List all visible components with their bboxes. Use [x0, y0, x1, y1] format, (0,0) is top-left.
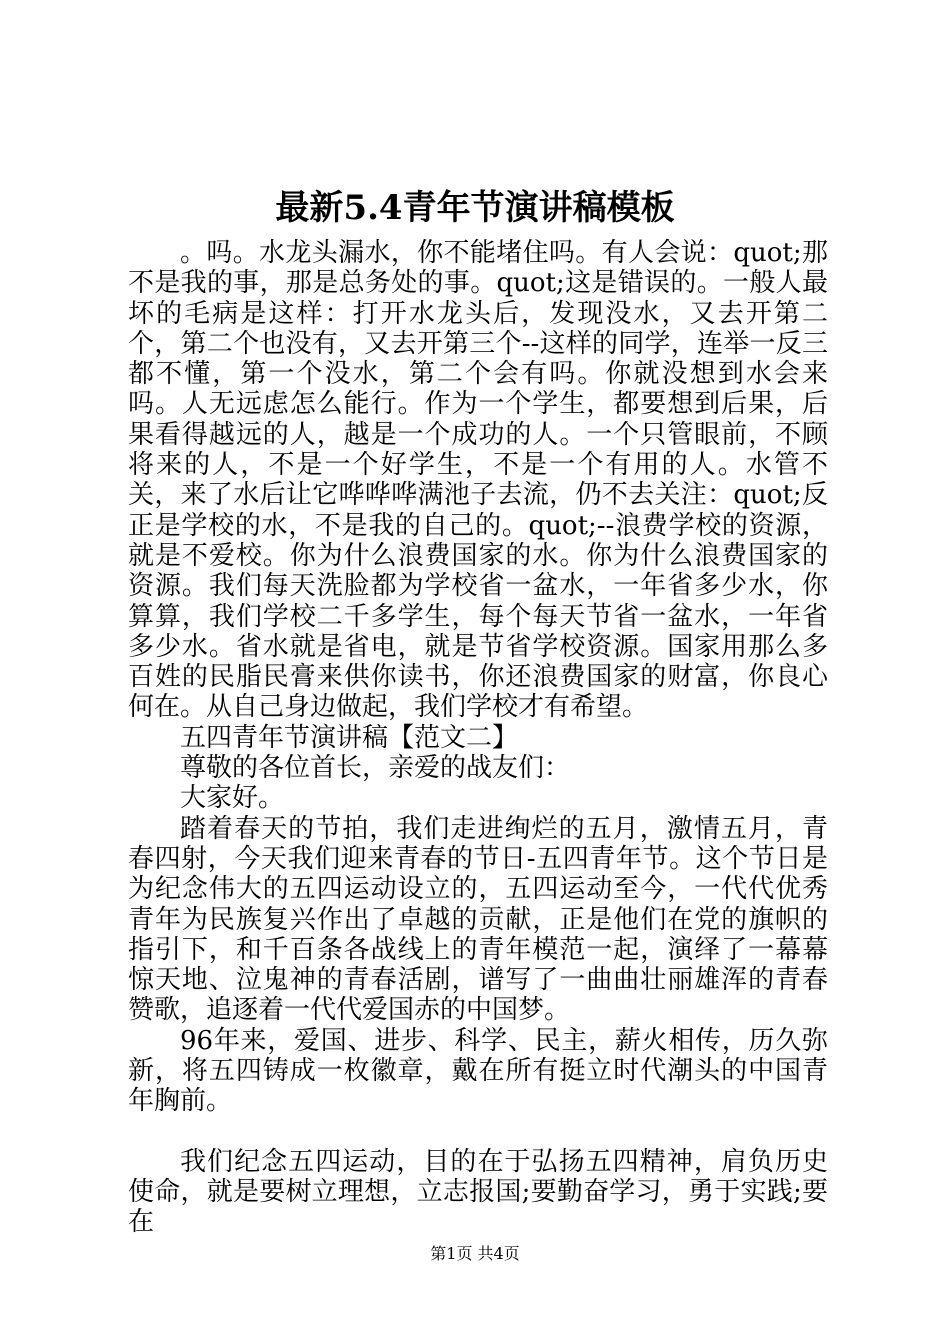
paragraph: 我们纪念五四运动，目的在于弘扬五四精神，肩负历史使命，就是要树立理想，立志报国;要勤奋学习，勇于实践;要在	[128, 1146, 828, 1238]
document-body	[128, 238, 828, 1238]
salutation: 尊敬的各位首长，亲爱的战友们：	[180, 753, 571, 784]
greeting: 大家好。	[180, 783, 285, 814]
paragraph: 。吗。水龙头漏水，你不能堵住吗。有人会说：quot;那不是我的事，那是总务处的事。quot;这是错误的。一般人最坏的毛病是这样：打开水龙头后，发现没水，又去开第二个，第二个也没有，又去开第三个--这样的同学，连举一反三都不懂，第一个没水，第二个会有吗。你就没想到水会来吗。人无远虑怎么能行。作为一个学生，都要想到后果，后果看得越远的人，越是一个成功的人。一个只管眼前，不顾将来的人，不是一个好学生，不是一个有用的人。水管不关，来了水后让它哗哗哗满池子去流，仍不去关注：quot;反正是学校的水，不是我的自己的。quot;--浪费学校的资源，就是不爱校。你为什么浪费国家的水。你为什么浪费国家的资源。我们每天洗脸都为学校省一盆水，一年省多少水，你算算，我们学校二千多学生，每个每天节省一盆水，一年省多少水。省水就是省电，就是节省学校资源。国家用那么多百姓的民脂民膏来供你读书，你还浪费国家的财富，你良心何在。从自己身边做起，我们学校才有希望。	[128, 238, 828, 723]
paragraph: 96年来，爱国、进步、科学、民主，薪火相传，历久弥新，将五四铸成一枚徽章，戴在所有挺立时代潮头的中国青年胸前。	[128, 1025, 828, 1117]
page-footer: 第1页 共4页	[430, 1244, 520, 1263]
page-title: 最新5.4青年节演讲稿模板	[275, 188, 675, 228]
section-heading: 五四青年节演讲稿【范文二】	[180, 722, 519, 753]
paragraph: 踏着春天的节拍，我们走进绚烂的五月，激情五月，青春四射，今天我们迎来青春的节日-五四青年节。这个节日是为纪念伟大的五四运动设立的，五四运动至今，一代代优秀青年为民族复兴作出了卓越的贡献，正是他们在党的旗帜的指引下，和千百条各战线上的青年模范一起，演绎了一幕幕惊天地、泣鬼神的青春活剧，谱写了一曲曲壮丽雄浑的青春赞歌，追逐着一代代爱国赤的中国梦。	[128, 813, 828, 1026]
